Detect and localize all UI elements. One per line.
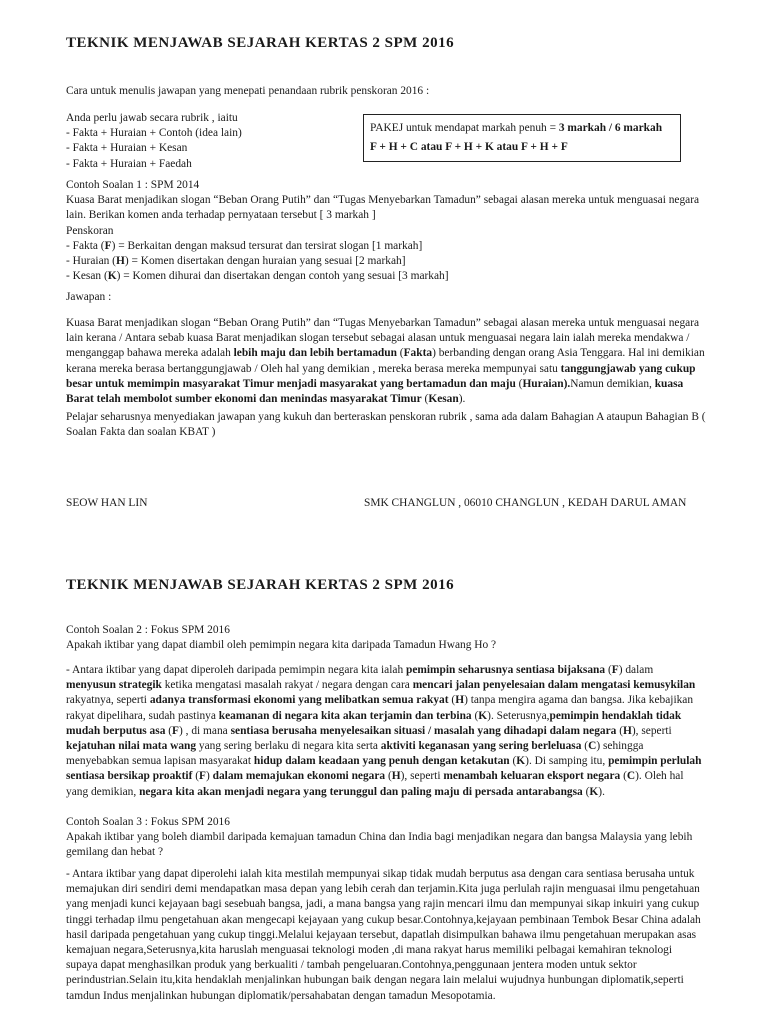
text-run: ), seperti [631,724,672,737]
pakej-text: untuk mendapat markah penuh = [403,122,559,134]
soalan2-question: Apakah iktibar yang dapat diambil oleh pemimpin negara kita daripada Tamadun Hwang Ho ? [66,639,497,652]
soalan3-section [66,815,706,861]
penskoran-post: ) = Komen disertakan dengan huraian yang sesuai [2 markah] [124,255,406,268]
text-run: rakyatnya, seperti [66,694,150,707]
text-run: ( [616,724,623,737]
soalan3-heading: Contoh Soalan 3 : Fokus SPM 2016 [66,816,230,828]
text-run: ( [605,664,612,676]
text-run: ketika mengatasi masalah rakyat / negara dengan cara [161,679,413,692]
text-run: ) dalam [618,664,654,676]
text-run: yang sering berlaku di negara kita serta [196,740,381,753]
bold-text: ). [563,377,571,390]
bold-text: pemimpin hendaklah tidak mudah berputus asa [66,709,682,737]
text-run: ). Di samping itu, [525,755,609,768]
bold-text: Fakta [403,347,433,360]
text-run: ( [581,740,589,753]
page2-title: TEKNIK MENJAWAB SEJARAH KERTAS 2 SPM 2016 [66,577,455,593]
penskoran-item [66,239,706,254]
pakej-marks: 3 markah / 6 markah [558,122,663,134]
bold-text: hidup dalam keadaan yang penuh dengan ketakutan [253,755,510,768]
text-run: Kuasa Barat menjadikan slogan “Beban Orang Putih” dan “Tugas Menyebarkan Tamadun” sebagai alasan mereka untuk menguasai negara lain kerana / Antara sebab kuasa Barat menjadikan slogan tersebut sebagai alasan untuk menguasai negara lain ialah mereka mendakwa / menganggap bahawa mereka adalah [66,317,700,360]
rubric-list [66,111,346,172]
bold-text: H [391,770,401,783]
text-run: ( [385,770,392,783]
author-name: SEOW HAN LIN [66,497,148,509]
bold-text: H [623,724,632,737]
bold-text: kuasa Barat telah membolot sumber ekonomi dan menindas masyarakat Timur [66,377,684,406]
text-run: ( [396,347,404,360]
bold-text: F [611,664,619,676]
rubric-item: - Fakta + Huraian + Faedah [66,157,192,170]
bold-text: Kesan [428,393,459,406]
text-run: ) berbanding dengan orang Asia Tenggara. Hal ini demikian kerana mereka berasa bertanggungjawab / Oleh hal yang demikian , mereka berasa mereka mempunyai satu [66,347,705,375]
school-address: SMK CHANGLUN , 06010 CHANGLUN , KEDAH DARUL AMAN [364,497,687,509]
text-run: ). Oleh hal yang demikian, [66,770,684,798]
text-run: ) sehingga menyebabkan semua lapisan masyarakat [66,740,644,768]
bold-text: sentiasa berusaha menyelesaikan situasi / masalah yang dihadapi dalam negara [230,724,617,737]
bold-text: menyusun strategik [66,679,162,692]
text-run: ), seperti [400,770,444,783]
bold-text: K [516,755,526,768]
bold-text: C [588,740,597,753]
pakej-line [370,119,674,138]
bold-text: C [626,770,636,783]
text-run: ) , di mana [179,724,231,737]
penskoran-item [66,254,706,269]
pakej-formula: F + H + C atau F + H + K atau F + H + F [370,141,568,153]
text-run: ( [165,724,173,737]
text-run: ). [598,785,605,798]
penskoran-pre: - Kesan ( [66,270,108,283]
bold-text: pemimpin perlulah sentiasa bersikap proaktif [66,755,702,783]
soalan1-section [66,178,706,284]
soalan2-heading: Contoh Soalan 2 : Fokus SPM 2016 [66,624,230,636]
text-run: ( [620,770,627,783]
text-run: ( [582,785,590,798]
jawapan-label: Jawapan : [66,291,112,303]
bold-text: lebih maju dan lebih bertamadun [233,347,397,360]
rubric-item: - Fakta + Huraian + Contoh (idea lain) [66,127,242,140]
bold-text: menambah keluaran eksport negara [443,770,621,783]
soalan2-section [66,623,706,653]
soalan3-question: Apakah iktibar yang boleh diambil daripada kemajuan tamadun China dan India bagi menjadikan negara dan bangsa Malaysia yang lebih gemilang dan hebat ? [66,831,693,859]
bold-text: mencari jalan penyelesaian dalam mengatasi kemusykilan [412,679,696,692]
text-run: ) [206,770,213,783]
text-run: ( [509,755,517,768]
penskoran-post: ) = Komen dihurai dan disertakan dengan contoh yang sesuai [3 markah] [116,270,449,283]
text-run: ) tanpa mengira agama dan bangsa. Jika kebajikan rakyat dipelihara, sudah pastinya [66,694,694,722]
penskoran-code: H [115,255,125,268]
text-run: - Antara iktibar yang dapat diperoleh daripada pemimpin negara kita ialah [66,664,407,676]
penskoran-pre: - Huraian ( [66,255,116,268]
bold-text: dalam memajukan ekonomi negara [212,770,386,783]
page-title: TEKNIK MENJAWAB SEJARAH KERTAS 2 SPM 2016 [66,35,455,51]
bold-text: kejatuhan nilai mata wang [66,740,197,753]
text-run: Namun demikian, [570,377,655,390]
text-run: ( [192,770,200,783]
soalan2-answer [66,663,706,800]
bold-text: Huraian [522,377,564,390]
text-run: ( [515,377,523,390]
pakej-label: PAKEJ [370,122,404,134]
bold-text: negara kita akan menjadi negara yang terunggul dan paling maju di persada antarabangsa [139,785,583,798]
penskoran-code: K [107,270,117,283]
intro-text: Cara untuk menulis jawapan yang menepati penandaan rubrik penskoran 2016 : [66,85,430,97]
bold-text: aktiviti keganasan yang sering berleluasa [380,740,582,753]
bold-text: K [589,785,599,798]
soalan1-question: Kuasa Barat menjadikan slogan “Beban Orang Putih” dan “Tugas Menyebarkan Tamadun” sebagai alasan mereka untuk menguasai negara lain. Berikan komen anda terhadap pernyataan tersebut [ 3 markah ] [66,194,700,222]
penskoran-pre: - Fakta ( [66,239,105,252]
soalan3-answer: - Antara iktibar yang dapat diperolehi ialah kita mestilah mempunyai sikap tidak mudah berputus asa dengan cara sentiasa berusaha untuk memajukan diri sendiri demi mendapatkan masa depan yang lebih cerah dan terjamin.Kita juga perlulah rajin menguasai ilmu pengetahuan yang menjadi kunci kejayaan bagi sesebuah bangsa, jadi, a mana bangsa yang rajin mencari ilmu dan mempunyai sikap inkuiri yang cukup tinggi terhadap ilmu pengetahuan akan mengecapi kejayaan yang cukup besar.Contohnya,kejayaan pembinaan Tembok Besar China adalah hasil daripada pengetahuan yang cukup tinggi.Melalui kejayaan tersebut, dapatlah disimpulkan bahawa ilmu pengetahuan merupakan asas kemajuan negara,Seterusnya,kita haruslah menguasai teknologi moden ,di mana rakyat harus memiliki pelbagai kemahiran teknologi supaya dapat menghasilkan produk yang berkualiti / tambah pengeluaran.Contohnya,penggunaan jentera moden untuk sektor perindustrian.Selain itu,kita hendaklah menjalinkan hubungan baik dengan negara lain melalui wujudnya hunbungan diplomatik,seperti tamdun Indus menjalinkan hubungan diplomatik/persahabatan dengan tamadun Mesopotamia. [66,868,701,1002]
pakej-box [363,114,681,162]
bold-text: F [172,724,180,737]
bold-text: keamanan di negara kita akan terjamin dan terbina [218,709,472,722]
rubric-item: - Fakta + Huraian + Kesan [66,142,188,155]
rubric-heading: Anda perlu jawab secara rubrik , iaitu [66,112,238,124]
soalan1-answer [66,316,706,407]
text-run: ( [421,393,429,406]
penskoran-item [66,269,706,284]
text-run: ). [458,393,466,406]
text-run: ( [448,694,456,707]
bold-text: K [478,709,488,722]
penskoran-code: F [104,239,112,252]
penskoran-post: ) = Berkaitan dengan maksud tersurat dan tersirat slogan [1 markah] [111,239,423,252]
penskoran-label: Penskoran [66,224,114,237]
bold-text: pemimpin seharusnya sentiasa bijaksana [406,664,606,676]
soalan1-heading: Contoh Soalan 1 : SPM 2014 [66,179,200,191]
bold-text: adanya transformasi ekonomi yang melibatkan semua rakyat [149,694,449,707]
text-run: ( [471,709,479,722]
bold-text: tanggungjawab yang cukup besar untuk memimpin masyarakat Timur menjadi masyarakat yang bertamadun dan maju [66,362,696,390]
bold-text: H [455,694,465,707]
bold-text: F [199,770,206,783]
student-note: Pelajar seharusnya menyediakan jawapan yang kukuh dan berteraskan penskoran rubrik , sama ada dalam Bahagian A ataupun Bahagian B ( Soalan Fakta dan soalan KBAT ) [66,411,706,439]
text-run: ). Seterusnya, [487,709,550,722]
